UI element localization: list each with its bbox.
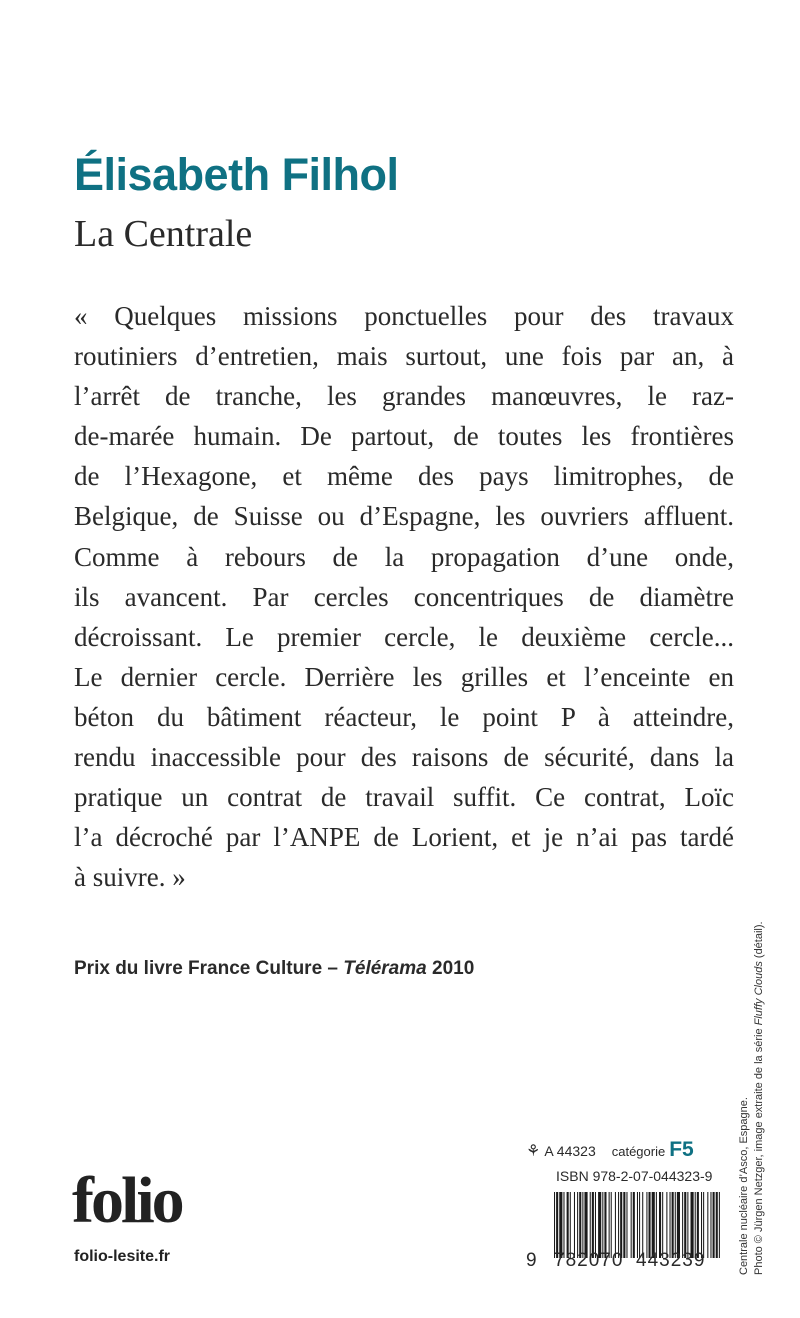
excerpt-line: ils avancent. Par cercles concentriques de diamètre	[74, 581, 734, 612]
excerpt-line: routiniers d’entretien, mais surtout, une fois par an, à	[74, 341, 734, 372]
barcode-digits	[526, 1250, 722, 1272]
excerpt-quote	[74, 296, 734, 897]
excerpt-line: rendu inaccessible pour des raisons de sécurité, dans la	[74, 742, 734, 773]
credits-line-2-prefix: Photo © Jürgen Netzger, image extraite de la série	[753, 1025, 765, 1275]
excerpt-line: Le dernier cercle. Derrière les grilles et l’enceinte en	[74, 661, 734, 692]
excerpt-line: à suivre. »	[74, 862, 186, 893]
prize-year: 2010	[426, 958, 475, 979]
publisher-website: folio-lesite.fr	[74, 1248, 171, 1265]
credits-series: Fluffy Clouds	[753, 961, 765, 1026]
prize-magazine: Télérama	[343, 958, 427, 979]
excerpt-line: Comme à rebours de la propagation d’une onde,	[74, 541, 734, 572]
product-codes	[526, 1138, 722, 1271]
isbn: ISBN 978-2-07-044323-9	[556, 1168, 713, 1184]
excerpt-line: de l’Hexagone, et même des pays limitrophes, de	[74, 461, 734, 492]
excerpt-line: Belgique, de Suisse ou d’Espagne, les ouvriers affluent.	[74, 501, 734, 532]
barcode	[554, 1192, 722, 1258]
credits-line-2-suffix: (détail).	[753, 921, 765, 962]
prize-prefix: Prix du livre France Culture –	[74, 958, 344, 979]
category-code: F5	[669, 1138, 694, 1161]
excerpt-line: « Quelques missions ponctuelles pour des travaux	[74, 301, 734, 331]
catalog-row	[526, 1138, 722, 1164]
folio-emblem-icon: ⚘	[526, 1143, 541, 1160]
excerpt-line: de-marée humain. De partout, de toutes les frontières	[74, 421, 734, 452]
catalog-code: A 44323	[544, 1143, 596, 1159]
excerpt-line: pratique un contrat de travail suffit. Ce contrat, Loïc	[74, 782, 734, 813]
barcode-digit-lead: 9	[526, 1250, 538, 1271]
book-title: La Centrale	[74, 213, 253, 255]
folio-logo: folio	[72, 1164, 182, 1237]
author-name: Élisabeth Filhol	[74, 149, 399, 200]
barcode-digit-group-right: 443239	[636, 1250, 706, 1271]
category-label: catégorie	[611, 1144, 666, 1159]
credits-line-1: Centrale nucléaire d’Asco, Espagne.	[738, 1097, 750, 1275]
credits-line-2	[752, 915, 767, 1275]
photo-credits	[737, 915, 767, 1275]
excerpt-line: l’arrêt de tranche, les grandes manœuvres, le raz-	[74, 381, 734, 412]
excerpt-line: décroissant. Le premier cercle, le deuxième cercle...	[74, 621, 734, 652]
excerpt-line: béton du bâtiment réacteur, le point P à atteindre,	[74, 701, 734, 732]
prize-line	[74, 958, 474, 980]
excerpt-line: l’a décroché par l’ANPE de Lorient, et je n’ai pas tardé	[74, 822, 734, 853]
barcode-digit-group-left: 782070	[554, 1250, 624, 1271]
